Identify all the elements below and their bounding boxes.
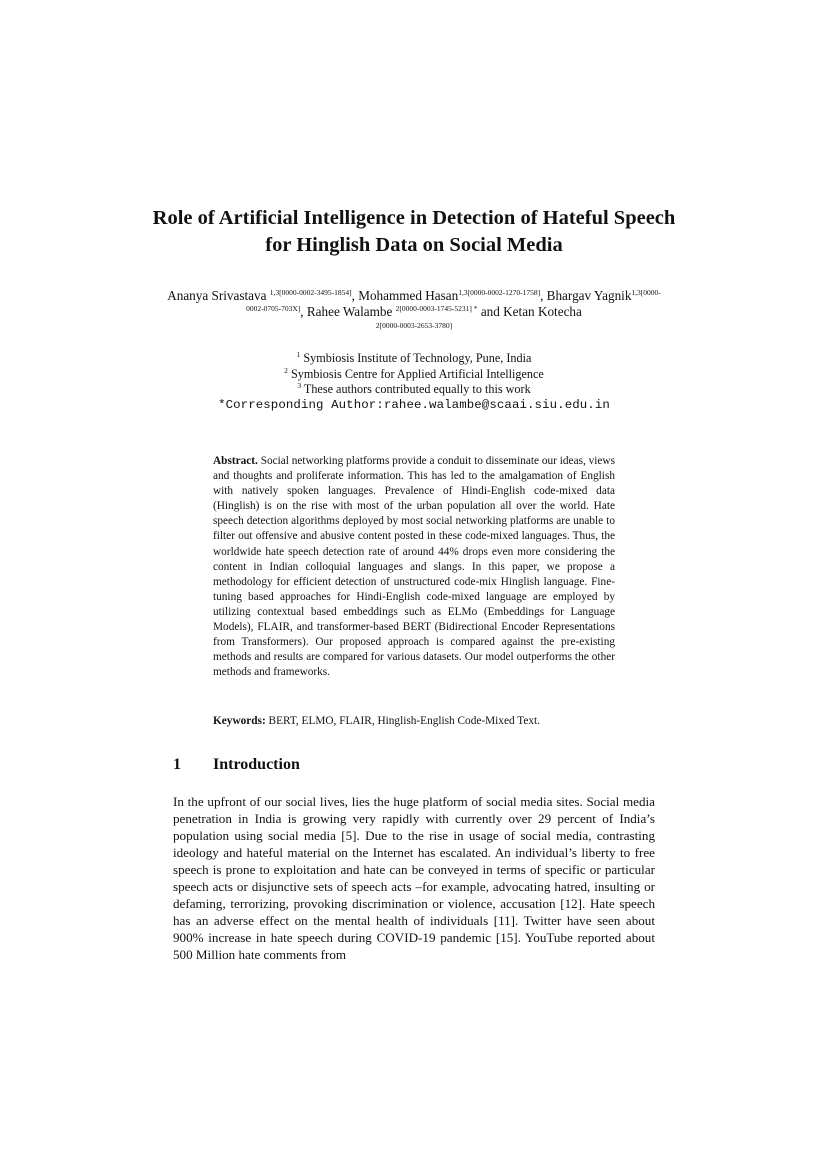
author-orcid: 1,3[0000-0002-3495-1854] — [269, 288, 352, 297]
abstract — [213, 454, 615, 680]
section-title: Introduction — [213, 756, 300, 773]
author-orcid: 2[0000-0003-1745-5231] * — [395, 304, 478, 313]
author-name: Rahee Walambe — [306, 304, 393, 319]
author-name: Ketan Kotecha — [503, 304, 582, 319]
keywords-text: BERT, ELMO, FLAIR, Hinglish-English Code-Mixed Text. — [265, 715, 540, 727]
author-name: Bhargav Yagnik — [546, 288, 632, 303]
keywords — [213, 714, 615, 729]
keywords-label: Keywords: — [213, 715, 266, 727]
affiliation-3: $^3$ These authors contributed equally to this work — [297, 381, 531, 396]
section-heading — [173, 755, 655, 775]
affiliation-2: $^2$ Symbiosis Centre for Applied Artificial Intelligence — [284, 365, 544, 381]
author-separator: , — [540, 288, 547, 303]
affiliation-1: $^1$ Symbiosis Institute of Technology, Pune, India — [296, 350, 532, 365]
author-orcid: 1,3[0000-0002-1270-1758] — [458, 288, 541, 297]
section-body: In the upfront of our social lives, lies the huge platform of social media sites. Social media penetration in India is growing very rapidly with currently over 29 percent of India’s population using social media [5]. Due to the rise in usage of social media, contrasting ideology and hateful material on the Internet has escalated. An individual’s liberty to free speech is prone to exploitation and hate can be conveyed in terms of specific or particular speech acts or disjunctive sets of speech acts –for example, advocating hatred, insulting or defaming, terrorizing, provoking discrimination or violence, accusation [12]. Hate speech has an adverse effect on the mental health of individuals [11]. Twitter have seen about 900% increase in hate speech during COVID-19 pandemic [15]. YouTube reported about 500 Million hate comments from — [173, 794, 655, 962]
author-orcid: 1,3[0000-0002-0705-703X] — [246, 288, 661, 313]
author-separator: , — [351, 288, 359, 303]
paper-title: Role of Artificial Intelligence in Detection of Hateful Speech for Hinglish Data on Social Media — [152, 207, 676, 256]
abstract-label: Abstract. — [213, 455, 258, 467]
section-number: 1 — [173, 756, 181, 773]
corresponding-author: *Corresponding Author:rahee.walambe@scaai.siu.edu.in — [218, 397, 610, 412]
author-separator: , — [300, 304, 307, 319]
abstract-text: Social networking platforms provide a conduit to disseminate our ideas, views and thoughts and proliferate information. This has led to the amalgamation of English with natively spoken languages. Prevalence of Hindi-English code-mixed data (Hinglish) is on the rise with most of the urban population all over the world. Hate speech detection algorithms deployed by most social networking platforms are unable to filter out offensive and abusive content posted in these code-mixed languages. Thus, the worldwide hate speech detection rate of around 44% drops even more considering the content in Indian colloquial languages and slangs. In this paper, we propose a methodology for efficient detection of unstructured code-mix Hinglish language. Fine-tuning based approaches for Hindi-English code-mixed language are employed by utilizing contextual based embeddings such as ELMo (Embeddings for Language Models), FLAIR, and transformer-based BERT (Bidirectional Encoder Representations from Transformers). Our proposed approach is compared against the pre-existing methods and results are compared for various datasets. Our model outperforms the other methods and frameworks. — [213, 455, 615, 679]
author-name: Mohammed Hasan — [358, 288, 459, 303]
author-name: Ananya Srivastava — [167, 288, 267, 303]
author-orcid: 2[0000-0003-2653-3780] — [375, 321, 453, 330]
author-separator: and — [477, 304, 504, 319]
author-list — [160, 288, 668, 331]
affiliations — [160, 351, 668, 413]
